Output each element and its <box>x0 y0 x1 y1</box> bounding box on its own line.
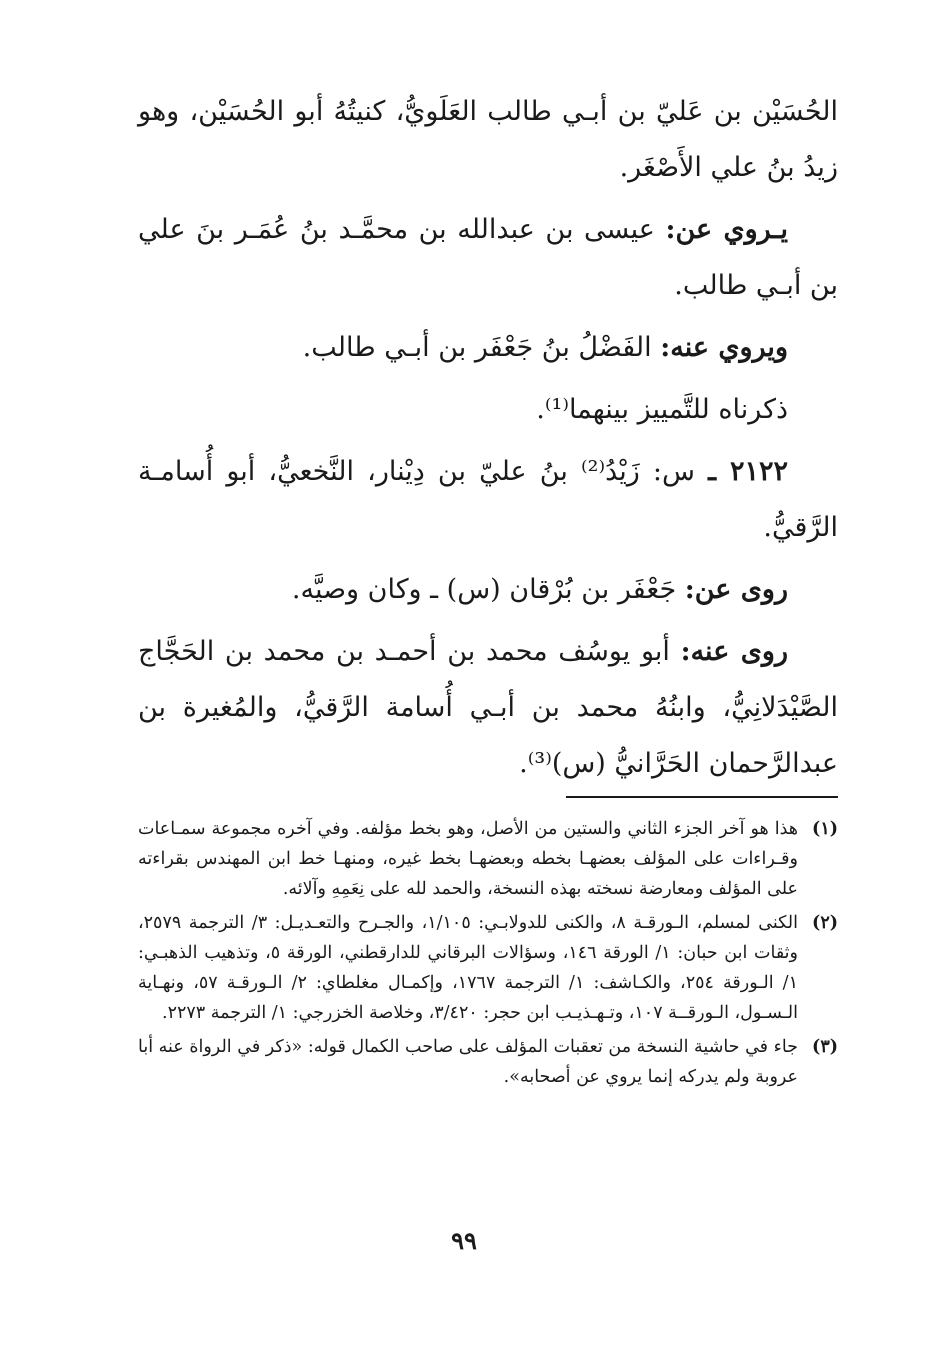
main-text <box>138 84 838 798</box>
paragraph-text: جَعْفَر بن بُرْقان (س) ـ وكان وصيَّه. <box>291 574 677 605</box>
footnote-text: الكنى لمسلم، الـورقـة ٨، والكنى للدولابـي: ١/١٠٥، والجـرح والتعـديـل: ٣/ الترجمة ٢٥٧٩، وثقات ابن حبان: ١/ الورقة ١٤٦، وسؤالات البرقاني للدارقطني، الورقة ٥، وتذهيب الذهبـي: ١/ الـورقة ٢٥٤، والكـاشف: ١/ الترجمة ١٧٦٧، وإكمـال مغلطاي: ٢/ الـورقـة ٥٧، ونهـاية الـسـول، الـورقــة ١٠٧، وتـهـذيـب ابن حجر: ٣/٤٢٠، وخلاصة الخزرجي: ١/ الترجمة ٢٢٧٣. <box>138 913 798 1023</box>
paragraph-continuation <box>138 84 838 196</box>
paragraph-narrated-by <box>138 320 838 376</box>
entry-text: س: زَيْدُ⁽²⁾ بنُ عليّ بن دِيْنار، النَّخعيُّ، أبو أُسامـة الرَّقيُّ. <box>138 456 838 543</box>
entry-number: ٢١٢٢ ـ <box>708 456 788 487</box>
paragraph-text: أبو يوسُف محمد بن أحمـد بن محمد بن الحَجَّاج الصَّيْدَلانِيُّ، وابنُهُ محمد بن أبـي أُسامة الرَّقيُّ، والمُغيرة بن عبدالرَّحمان الحَرَّانيُّ (س)⁽³⁾. <box>138 636 838 779</box>
paragraph-narrates-from <box>138 202 838 314</box>
footnote-marker: (٢) <box>812 913 838 933</box>
label-narrates-from: روى عن: <box>684 574 788 605</box>
label-narrates-from: يـروي عن: <box>665 214 788 245</box>
paragraph-entry-narrates-from <box>138 562 838 618</box>
entry-heading <box>138 444 838 556</box>
page-number: ٩٩ <box>451 1226 477 1255</box>
paragraph-text: ذكرناه للتَّمييز بينهما⁽¹⁾. <box>536 394 788 425</box>
label-narrated-by: روى عنه: <box>680 636 788 667</box>
footnote-text: هذا هو آخر الجزء الثاني والستين من الأصل، وهو بخط مؤلفه. وفي آخره مجموعة سمـاعات وقـراءات على المؤلف بعضهـا بخطه وبعضهـا بخط غيره، ومنهـا خط ابن المهندس بقراءته على المؤلف ومعارضة نسخته بهذه النسخة، والحمد لله على نِعَمِهِ وآلائه. <box>138 819 798 899</box>
footnotes <box>138 814 838 1096</box>
paragraph-note <box>138 382 838 438</box>
paragraph-text: الحُسَيْن بن عَليّ بن أبـي طالب العَلَويُّ، كنيتُهُ أبو الحُسَيْن، وهو زيدُ بنُ علي الأَصْغَر. <box>138 96 838 183</box>
label-narrated-by: ويروي عنه: <box>660 332 788 363</box>
footnote-marker: (١) <box>812 819 838 839</box>
footnote-item <box>138 1032 838 1092</box>
footnote-divider <box>566 796 838 798</box>
footnote-item <box>138 814 838 904</box>
paragraph-entry-narrated-by <box>138 624 838 792</box>
paragraph-text: عيسى بن عبدالله بن محمَّـد بنُ عُمَـر بنَ علي بن أبـي طالب. <box>138 214 838 301</box>
footnote-marker: (٣) <box>812 1037 838 1057</box>
footnote-text: جاء في حاشية النسخة من تعقبات المؤلف على صاحب الكمال قوله: «ذكر في الرواة عنه أبا عروبة ولم يدركه إنما يروي عن أصحابه». <box>138 1037 798 1087</box>
footnote-item <box>138 908 838 1028</box>
paragraph-text: الفَضْلُ بنُ جَعْفَر بن أبـي طالب. <box>302 332 652 363</box>
